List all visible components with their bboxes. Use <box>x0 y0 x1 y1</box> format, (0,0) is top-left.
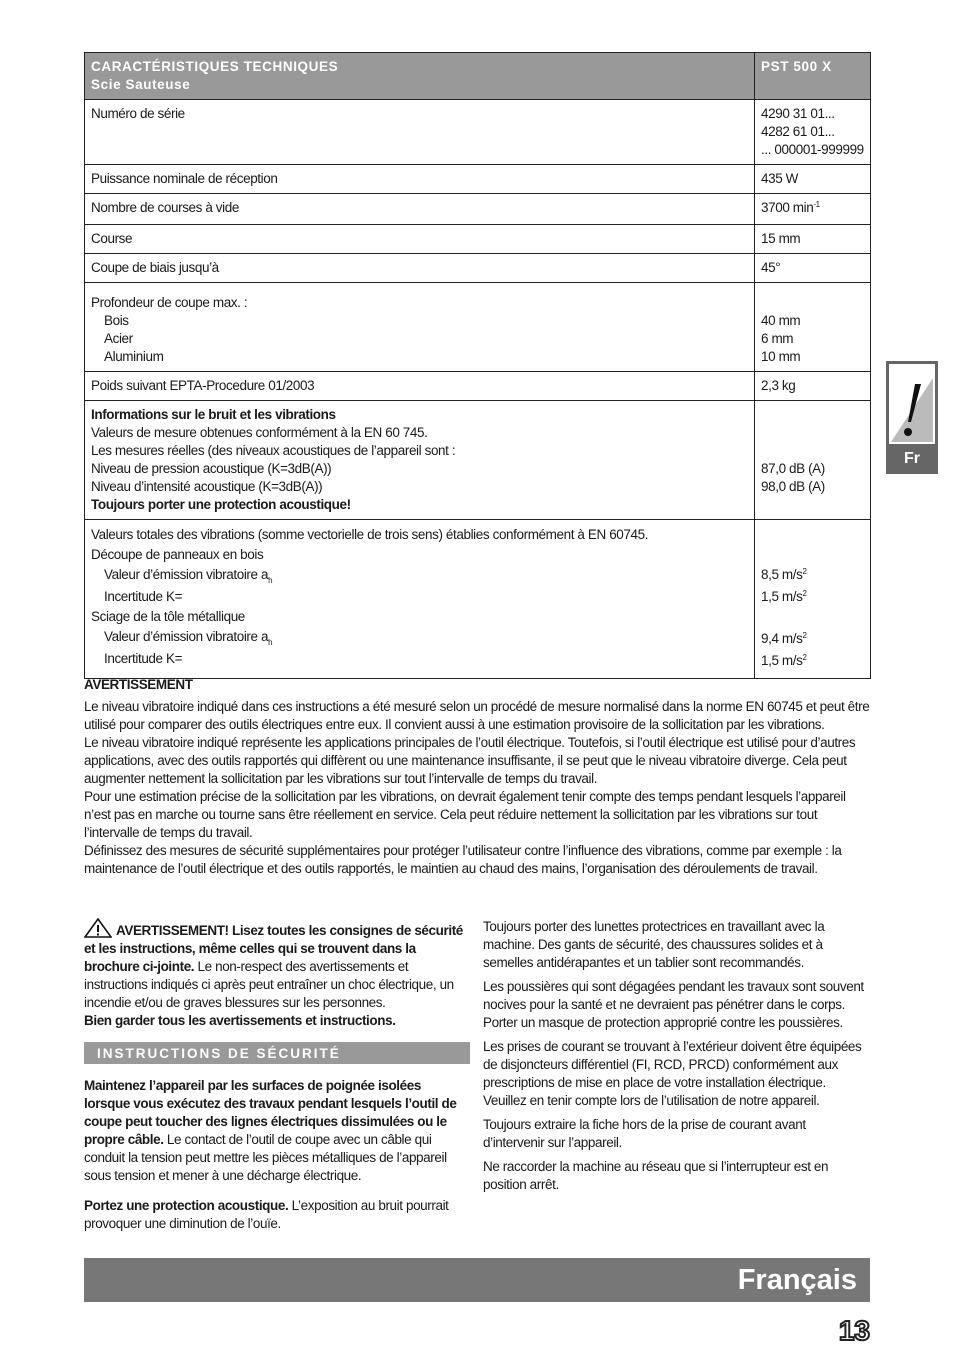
table-header-model: PST 500 X <box>755 53 871 100</box>
safety-paragraph <box>84 1197 470 1233</box>
warning-paragraph: Le niveau vibratoire indiqué représente les applications principales de l’outil électrique. Toutefois, si l’outil électrique est utilisé pour d’autres applications, avec des outils rapportés qui diffèrent ou une maintenance insuffisante, il se peut que le niveau vibratoire diverge. Cela peut augmenter nettement la sollicitation par les vibrations sur tout l’intervalle de temps du travail. <box>84 735 856 786</box>
general-warning-bold: AVERTISSEMENT! Lisez toutes les consignes de sécurité et les instructions, même celles qui se trouvent dans la brochure ci-jointe. <box>84 923 463 974</box>
vibration-wood-uncert-label: Incertitude K= <box>104 589 183 604</box>
table-row <box>85 372 871 401</box>
safety-paragraph: Les prises de courant se trouvant à l’extérieur doivent être équipées de disjoncteurs différentiel (FI, RCD, PRCD) conformément aux prescriptions de mise en place de votre installation électrique. Veuillez en tenir compte lors de l’utilisation de notre appareil. <box>483 1039 862 1108</box>
vibration-labels <box>85 520 755 679</box>
value-text: 1,5 m/s <box>761 653 803 668</box>
strokes-label: Nombre de courses à vide <box>85 194 755 225</box>
general-warning-text: Le non-respect des avertissements et instructions indiqués ci après peut entraîner un choc électrique, un incendie et/ou de graves blessures sur les personnes. <box>84 959 454 1010</box>
vibration-values <box>755 520 871 679</box>
table-row <box>85 401 871 520</box>
safety-paragraph: Toujours extraire la fiche hors de la prise de courant avant d’intervenir sur l’appareil. <box>483 1117 806 1150</box>
strokes-value-cell <box>755 194 871 225</box>
warning-paragraph: Le niveau vibratoire indiqué dans ces instructions a été mesuré selon un procédé de mesure normalisé dans la norme EN 60745 et peut être utilisé pour comparer des outils électriques entre eux. Il convient aussi à une estimation provisoire de la sollicitation par les vibrations. <box>84 699 870 732</box>
vibration-metal-emission-label <box>91 627 748 649</box>
vibration-metal-uncert-label: Incertitude K= <box>104 651 183 666</box>
vibration-wood-emission <box>761 565 864 587</box>
safety-bold-text: Maintenez l’appareil par les surfaces de poignée isolées lorsque vous exécutez des travaux pendant lesquels l’outil de coupe peut toucher des lignes électriques dissimulées ou le propre câble. <box>84 1078 457 1147</box>
table-row <box>85 225 871 254</box>
vibration-wood-uncert <box>761 587 864 609</box>
safety-text: L’exposition au bruit pourrait provoquer une diminution de l’ouïe. <box>84 1198 449 1231</box>
safety-text: Le contact de l’outil de coupe avec un câble qui conduit la tension peut mettre les pièces métalliques de l’appareil sous tension et mener à une décharge électrique. <box>84 1132 447 1183</box>
vibration-wood-title: Découpe de panneaux en bois <box>91 547 264 562</box>
vibration-intro: Valeurs totales des vibrations (somme vectorielle de trois sens) établies conformément à EN 60745. <box>91 527 649 542</box>
table-row <box>85 165 871 194</box>
header-title-line: CARACTÉRISTIQUES TECHNIQUES <box>91 59 339 74</box>
warning-triangle-icon <box>84 918 112 938</box>
unit-exponent: 2 <box>802 567 807 576</box>
noise-labels <box>85 401 755 520</box>
safety-bold-text: Portez une protection acoustique. <box>84 1198 289 1213</box>
unit-exponent: 2 <box>802 589 807 598</box>
table-row <box>85 194 871 225</box>
unit-exponent: 2 <box>802 631 807 640</box>
table-header-row <box>85 53 871 100</box>
noise-line: Valeurs de mesure obtenues conformément à la EN 60 745. <box>91 425 428 440</box>
noise-protection-note: Toujours porter une protection acoustique! <box>91 497 351 512</box>
header-subtitle: Scie Sauteuse <box>91 77 191 92</box>
bevel-label: Coupe de biais jusqu’à <box>85 254 755 283</box>
emission-label-text: Valeur d’émission vibratoire a <box>104 567 269 582</box>
weight-value: 2,3 kg <box>755 372 871 401</box>
noise-pressure-value: 87,0 dB (A) <box>761 461 825 476</box>
depth-item-label: Acier <box>104 331 133 346</box>
noise-values <box>755 401 871 520</box>
safety-paragraph: Les poussières qui sont dégagées pendant les travaux sont souvent nocives pour la santé et ne devraient pas pénétrer dans le corps. Porter un masque de protection approprié contre les poussières. <box>483 979 864 1030</box>
noise-pressure-label: Niveau de pression acoustique (K=3dB(A)) <box>91 461 332 476</box>
weight-label: Poids suivant EPTA-Procedure 01/2003 <box>85 372 755 401</box>
safety-left-column <box>84 918 470 1239</box>
page-number: 13 <box>838 1315 870 1346</box>
safety-right-column <box>483 918 869 1200</box>
depth-item-value: 40 mm <box>761 313 801 328</box>
value-text: 8,5 m/s <box>761 567 803 582</box>
noise-line: Les mesures réelles (des niveaux acoustiques de l’appareil sont : <box>91 443 456 458</box>
depth-item-label: Aluminium <box>104 349 164 364</box>
power-label: Puissance nominale de réception <box>85 165 755 194</box>
table-header-title <box>85 53 755 100</box>
safety-paragraph <box>84 1077 470 1185</box>
value-text: 9,4 m/s <box>761 631 803 646</box>
warning-paragraph: Pour une estimation précise de la sollicitation par les vibrations, on devrait également tenir compte des temps pendant lesquels l’appareil n’est pas en marche ou tourne sans être réellement en service. Cela peut réduire nettement la sollicitation par les vibrations sur tout l’intervalle de temps du travail. <box>84 789 846 840</box>
unit-exponent: 2 <box>802 653 807 662</box>
depth-labels <box>85 283 755 372</box>
emission-subscript: h <box>268 638 273 647</box>
depth-item-value: 10 mm <box>761 349 801 364</box>
section-title-bar: INSTRUCTIONS DE SÉCURITÉ PARTICULIERES <box>84 1042 470 1064</box>
spec-table <box>84 52 871 679</box>
table-row <box>85 520 871 679</box>
language-tab <box>886 361 938 474</box>
table-row <box>85 283 871 372</box>
safety-paragraph: Toujours porter des lunettes protectrices en travaillant avec la machine. Des gants de sécurité, des chaussures solides et à semelles antidérapantes et un tablier sont recommandés. <box>483 919 825 970</box>
general-warning-paragraph <box>84 918 470 1030</box>
serial-value: 4290 31 01... <box>761 106 835 121</box>
bevel-value: 45° <box>755 254 871 283</box>
noise-intensity-label: Niveau d’intensité acoustique (K=3dB(A)) <box>91 479 323 494</box>
vibration-warning-section <box>84 676 870 878</box>
footer-language-bar <box>84 1258 870 1302</box>
language-label: Fr <box>904 450 920 467</box>
depth-item-value: 6 mm <box>761 331 794 346</box>
serial-label: Numéro de série <box>85 100 755 165</box>
vibration-metal-emission <box>761 629 864 651</box>
table-row <box>85 100 871 165</box>
depth-item-label: Bois <box>104 313 129 328</box>
warning-heading: AVERTISSEMENT <box>84 677 193 692</box>
footer-language-title: Français <box>737 1264 857 1296</box>
warning-exclamation-icon <box>889 364 935 444</box>
table-row <box>85 254 871 283</box>
serial-values <box>755 100 871 165</box>
value-text: 1,5 m/s <box>761 589 803 604</box>
strokes-exponent: -1 <box>813 200 820 209</box>
serial-value: ... 000001-999999 <box>761 142 864 157</box>
safety-paragraph: Ne raccorder la machine au réseau que si l’interrupteur est en position arrêt. <box>483 1159 829 1192</box>
vibration-wood-emission-label <box>91 565 748 587</box>
keep-instructions-note: Bien garder tous les avertissements et instructions. <box>84 1013 396 1028</box>
course-value: 15 mm <box>755 225 871 254</box>
warning-paragraph: Définissez des mesures de sécurité supplémentaires pour protéger l’utilisateur contre l’influence des vibrations, comme par exemple : la maintenance de l’outil électrique et des outils rapportés, le maintien au chaud des mains, l’organisation des déroulements de travail. <box>84 843 842 876</box>
vibration-metal-uncert <box>761 651 864 673</box>
depth-label: Profondeur de coupe max. : <box>91 295 248 310</box>
emission-subscript: h <box>268 576 273 585</box>
emission-label-text: Valeur d’émission vibratoire a <box>104 629 269 644</box>
noise-title: Informations sur le bruit et les vibrations <box>91 407 336 422</box>
serial-value: 4282 61 01... <box>761 124 835 139</box>
noise-intensity-value: 98,0 dB (A) <box>761 479 825 494</box>
strokes-value: 3700 min <box>761 200 814 215</box>
course-label: Course <box>85 225 755 254</box>
depth-values <box>755 283 871 372</box>
vibration-metal-title: Sciage de la tôle métallique <box>91 609 245 624</box>
power-value: 435 W <box>755 165 871 194</box>
